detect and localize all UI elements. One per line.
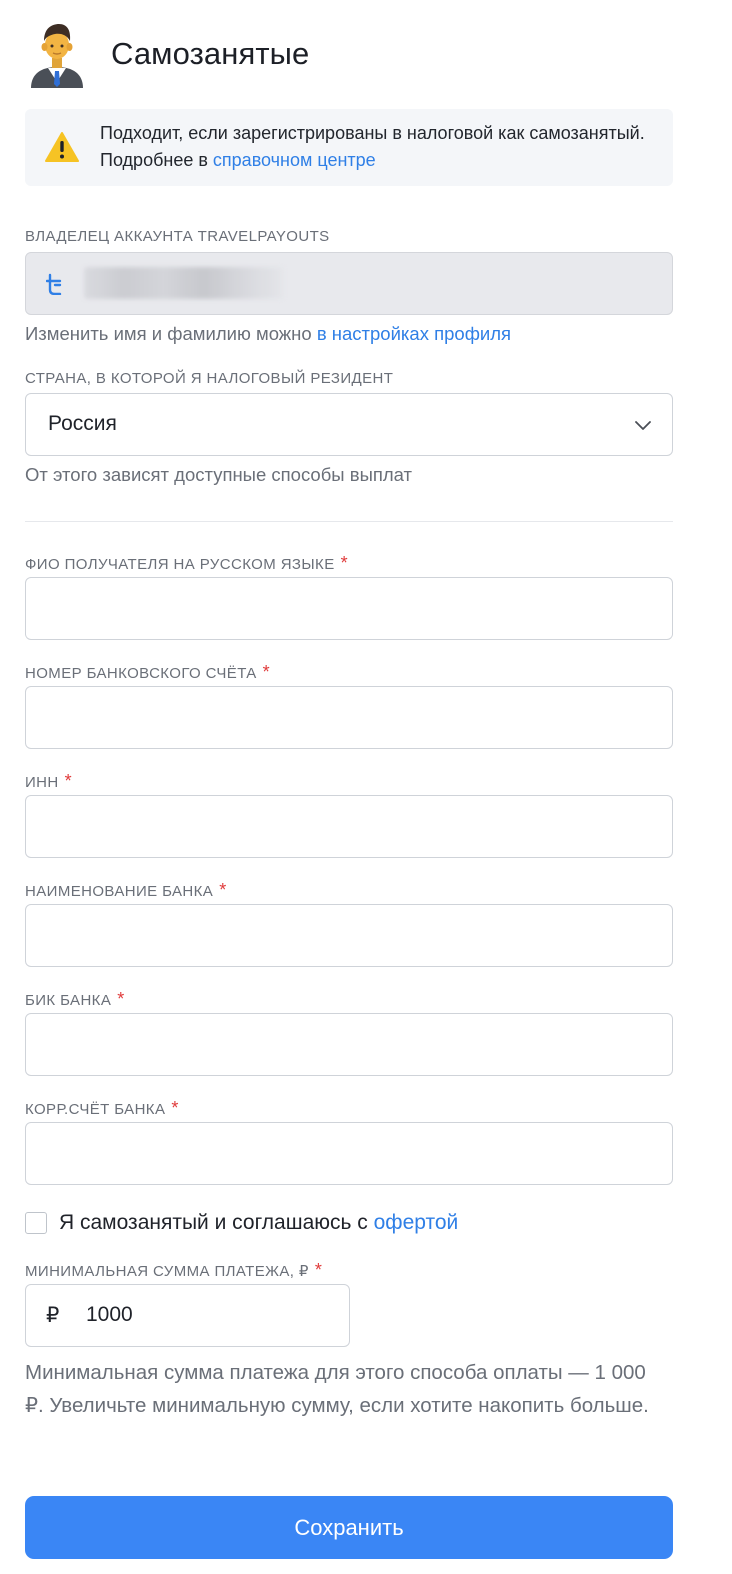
required-mark: * bbox=[117, 989, 125, 1009]
notice-text bbox=[100, 120, 660, 174]
min-amount-label bbox=[25, 1260, 322, 1281]
bank-name-label bbox=[25, 880, 227, 901]
bik-label bbox=[25, 989, 125, 1010]
notice-body: Подходит, если зарегистрированы в налоговой как самозанятый. Подробнее в bbox=[100, 123, 645, 170]
required-mark: * bbox=[219, 880, 227, 900]
corr-account-input[interactable] bbox=[25, 1122, 673, 1185]
ruble-icon: ₽ bbox=[46, 1304, 60, 1327]
inn-input[interactable] bbox=[25, 795, 673, 858]
bik-label-text: БИК БАНКА bbox=[25, 992, 112, 1009]
businessman-icon bbox=[25, 20, 89, 88]
min-amount-hint: Минимальная сумма платежа для этого способа оплаты — 1 000 ₽. Увеличьте минимальную сумму, если хотите накопить больше. bbox=[25, 1361, 649, 1417]
help-center-link[interactable]: справочном центре bbox=[212, 150, 376, 170]
inn-label-text: ИНН bbox=[25, 774, 59, 791]
corr-account-label-text: КОРР.СЧЁТ БАНКА bbox=[25, 1101, 166, 1118]
bank-account-label bbox=[25, 662, 270, 683]
blurred-owner-name bbox=[84, 267, 284, 299]
required-mark: * bbox=[262, 662, 271, 682]
bank-name-input[interactable] bbox=[25, 904, 673, 967]
section-divider bbox=[25, 521, 673, 522]
bik-input[interactable] bbox=[25, 1013, 673, 1076]
travelpayouts-icon bbox=[46, 273, 64, 295]
owner-hint bbox=[25, 323, 511, 345]
agreement-checkbox[interactable] bbox=[25, 1212, 47, 1234]
country-value: Россия bbox=[48, 412, 117, 435]
chevron-down-icon bbox=[634, 416, 652, 434]
bank-name-label-text: НАИМЕНОВАНИЕ БАНКА bbox=[25, 883, 214, 900]
page-title: Самозанятые bbox=[111, 36, 310, 71]
offer-link[interactable]: офертой bbox=[373, 1211, 459, 1234]
warning-icon bbox=[45, 131, 79, 163]
country-label: СТРАНА, В КОТОРОЙ Я НАЛОГОВЫЙ РЕЗИДЕНТ bbox=[25, 370, 394, 387]
recipient-name-label-text: ФИО ПОЛУЧАТЕЛЯ НА РУССКОМ ЯЗЫКЕ bbox=[25, 556, 335, 573]
recipient-name-input[interactable] bbox=[25, 577, 673, 640]
inn-label bbox=[25, 771, 72, 792]
info-notice bbox=[25, 109, 673, 186]
required-mark: * bbox=[314, 1260, 323, 1280]
country-select[interactable] bbox=[25, 393, 673, 456]
recipient-name-label bbox=[25, 553, 348, 574]
save-button[interactable]: Сохранить bbox=[25, 1496, 673, 1559]
bank-account-input[interactable] bbox=[25, 686, 673, 749]
profile-settings-link[interactable]: в настройках профиля bbox=[316, 323, 512, 344]
required-mark: * bbox=[171, 1098, 179, 1118]
country-hint: От этого зависят доступные способы выплат bbox=[25, 464, 413, 485]
agreement-label[interactable] bbox=[59, 1211, 458, 1235]
owner-label: ВЛАДЕЛЕЦ АККАУНТА TRAVELPAYOUTS bbox=[25, 228, 330, 245]
min-amount-input[interactable] bbox=[25, 1284, 350, 1347]
agreement-text: Я самозанятый и соглашаюсь с bbox=[59, 1211, 374, 1234]
owner-field bbox=[25, 252, 673, 315]
owner-hint-text: Изменить имя и фамилию можно bbox=[25, 323, 317, 344]
page-header bbox=[25, 20, 309, 88]
min-amount-label-text: МИНИМАЛЬНАЯ СУММА ПЛАТЕЖА, ₽ bbox=[25, 1263, 309, 1280]
bank-account-label-text: НОМЕР БАНКОВСКОГО СЧЁТА bbox=[25, 665, 257, 682]
required-mark: * bbox=[340, 553, 349, 573]
corr-account-label bbox=[25, 1098, 179, 1119]
min-amount-value: 1000 bbox=[86, 1303, 133, 1326]
required-mark: * bbox=[64, 771, 73, 791]
agreement-row bbox=[25, 1210, 458, 1236]
